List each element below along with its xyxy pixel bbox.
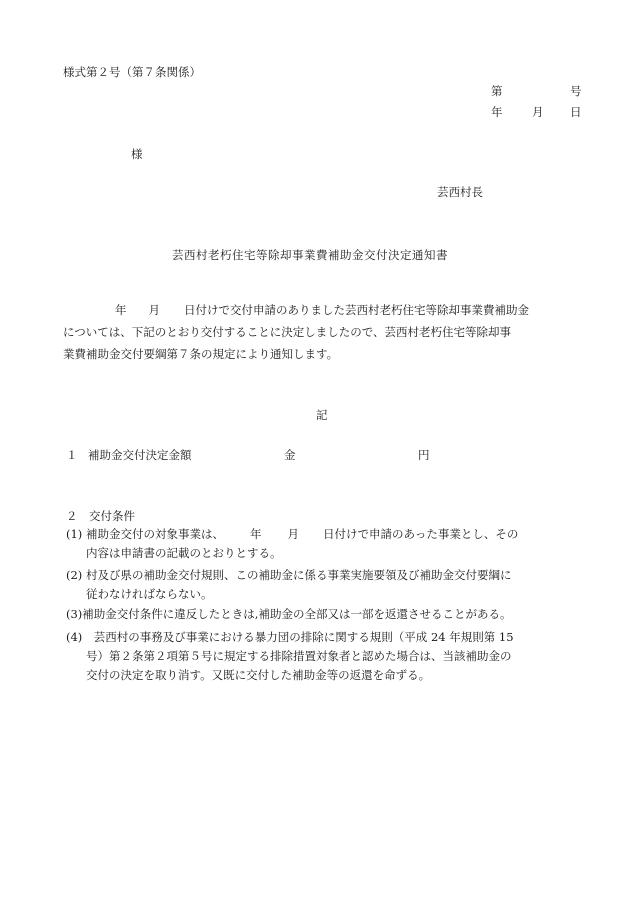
addressee-suffix: 様 [131,147,143,161]
condition-4-cont2: 交付の決定を取り消す。又既に交付した補助金等の返還を命ずる。 [86,668,431,682]
body-line-3: 業費補助金交付要綱第７条の規定により通知します。 [63,347,339,361]
item-1-label: 補助金交付決定金額 [88,448,192,462]
body-line-1 [63,299,583,321]
condition-1-rest: 日付けで申請のあった事業とし、その [322,527,519,541]
body-line-2: については、下記のとおり交付することに決定しましたので、芸西村老朽住宅等除却事 [63,325,512,339]
issue-date-year: 年 [491,105,503,119]
condition-3-line: (3)補助金交付条件に違反したときは,補助金の全部又は一部を返還させることがある。 [66,607,512,621]
condition-4 [66,628,586,685]
item-1-number: １ [66,448,78,462]
condition-3 [66,605,586,624]
condition-1-cont: 内容は申請書の記載のとおりとする。 [86,546,282,560]
ki-heading: 記 [316,408,328,422]
document-title: 芸西村老朽住宅等除却事業費補助金交付決定通知書 [172,248,448,262]
body-line-1-rest: 日付けで交付申請のありました芸西村老朽住宅等除却事業費補助金 [184,303,529,317]
item-1-en: 円 [418,448,430,462]
condition-4-cont: 号）第２条第２項第５号に規定する排除措置対象者と認めた場合は、当該補助金の [86,649,512,663]
condition-2-cont: 従わなければならない。 [86,587,213,601]
item-2-heading: ２ 交付条件 [66,509,135,523]
issue-date-month: 月 [532,105,544,119]
issuer-name: 芸西村長 [437,185,483,199]
condition-1-prefix: (1) 補助金交付の対象事業は、 [66,527,224,541]
condition-2 [66,566,586,604]
body-year: 年 [115,303,127,317]
condition-1-year: 年 [249,527,262,541]
issue-date-day: 日 [570,105,582,119]
body-month: 月 [148,303,160,317]
condition-2-line: (2) 村及び県の補助金交付規則、この補助金に係る事業実施要領及び補助金交付要綱に [66,568,512,582]
form-number: 様式第２号（第７条関係） [63,65,201,79]
condition-1-line [66,525,586,544]
item-1-kin: 金 [284,448,296,462]
document-number-dai: 第 [491,84,503,98]
condition-4-line: (4) 芸西村の事務及び事業における暴力団の排除に関する規則（平成 24 年規則第 15 [66,630,514,644]
notice-body [63,299,583,365]
document-number-go: 号 [570,84,582,98]
condition-1 [66,525,586,563]
condition-1-month: 月 [287,527,299,541]
